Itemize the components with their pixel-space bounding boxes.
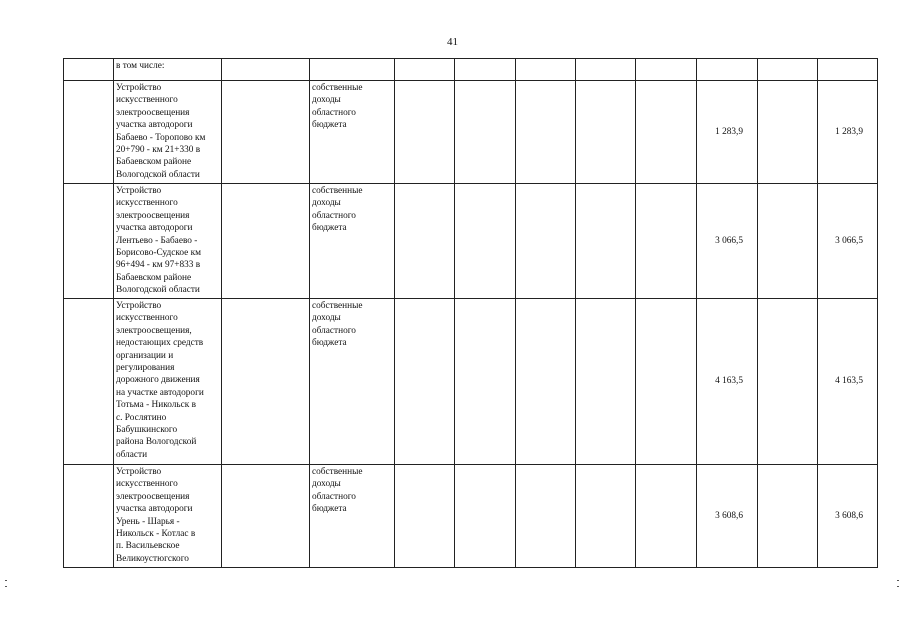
total-value: 3 608,6 bbox=[818, 465, 878, 568]
table-cell bbox=[516, 59, 576, 81]
scan-mark bbox=[5, 586, 7, 587]
amount-value: 1 283,9 bbox=[697, 81, 758, 184]
table-cell bbox=[222, 299, 310, 465]
table-cell bbox=[576, 184, 636, 299]
table-cell bbox=[455, 299, 516, 465]
object-name: Устройство искусственного электроосвещения, недостающих средств организации и регулирования дорожного движения на участке автодороги Тотьма - Никольск в с. Рослятино Бабушкинского района Вологодской области bbox=[116, 301, 204, 460]
funding-source: собственные доходы областного бюджета bbox=[312, 83, 363, 131]
table-row-subheader bbox=[64, 59, 878, 81]
funding-source-cell bbox=[310, 184, 395, 299]
funding-source-cell bbox=[310, 299, 395, 465]
budget-table bbox=[63, 58, 878, 568]
scan-mark bbox=[897, 586, 899, 587]
object-name-cell bbox=[114, 299, 222, 465]
table-cell bbox=[395, 465, 455, 568]
table-cell bbox=[636, 465, 697, 568]
funding-source: собственные доходы областного бюджета bbox=[312, 467, 363, 515]
table-cell bbox=[222, 184, 310, 299]
table-cell bbox=[576, 299, 636, 465]
object-name: Устройство искусственного электроосвещения участка автодороги Бабаево - Торопово км 20+790 - км 21+330 в Бабаевском районе Вологодской области bbox=[116, 83, 206, 180]
funding-source-cell bbox=[310, 465, 395, 568]
amount-value: 3 066,5 bbox=[697, 184, 758, 299]
table-cell bbox=[516, 184, 576, 299]
table-cell bbox=[64, 59, 114, 81]
amount-value: 4 163,5 bbox=[697, 299, 758, 465]
table-cell bbox=[222, 465, 310, 568]
table-cell bbox=[576, 465, 636, 568]
table-cell bbox=[516, 299, 576, 465]
scan-mark bbox=[897, 580, 899, 581]
table-cell bbox=[222, 59, 310, 81]
funding-source-cell bbox=[310, 81, 395, 184]
table-cell bbox=[395, 299, 455, 465]
table-cell bbox=[576, 59, 636, 81]
table-cell bbox=[455, 59, 516, 81]
table-cell bbox=[576, 81, 636, 184]
table-cell bbox=[758, 81, 818, 184]
table-cell bbox=[758, 465, 818, 568]
table-cell bbox=[818, 59, 878, 81]
object-name-cell bbox=[114, 81, 222, 184]
object-name-cell bbox=[114, 184, 222, 299]
table-cell bbox=[636, 59, 697, 81]
total-value: 1 283,9 bbox=[818, 81, 878, 184]
total-value: 4 163,5 bbox=[818, 299, 878, 465]
amount-value: 3 608,6 bbox=[697, 465, 758, 568]
table-cell bbox=[64, 184, 114, 299]
table-row bbox=[64, 81, 878, 184]
total-value: 3 066,5 bbox=[818, 184, 878, 299]
table-cell bbox=[636, 184, 697, 299]
page-number: 41 bbox=[447, 36, 458, 48]
funding-source: собственные доходы областного бюджета bbox=[312, 301, 363, 349]
table-cell bbox=[395, 59, 455, 81]
table-cell bbox=[758, 299, 818, 465]
table-row bbox=[64, 299, 878, 465]
table-row bbox=[64, 465, 878, 568]
table-cell bbox=[395, 81, 455, 184]
table-cell bbox=[697, 59, 758, 81]
object-name: Устройство искусственного электроосвещения участка автодороги Лентьево - Бабаево - Борисово-Судское км 96+494 - км 97+833 в Бабаевском районе Вологодской области bbox=[116, 186, 202, 296]
object-name-cell bbox=[114, 465, 222, 568]
table-cell bbox=[64, 465, 114, 568]
table-cell bbox=[516, 465, 576, 568]
table-cell bbox=[310, 59, 395, 81]
table-cell bbox=[64, 299, 114, 465]
table-row bbox=[64, 184, 878, 299]
table-cell bbox=[636, 81, 697, 184]
table-cell bbox=[516, 81, 576, 184]
table-cell bbox=[636, 299, 697, 465]
table-cell bbox=[758, 59, 818, 81]
subheader-label: в том числе: bbox=[114, 59, 222, 81]
table-cell bbox=[758, 184, 818, 299]
table-cell bbox=[455, 81, 516, 184]
funding-source: собственные доходы областного бюджета bbox=[312, 186, 363, 234]
scan-mark bbox=[5, 580, 7, 581]
table-cell bbox=[222, 81, 310, 184]
table-cell bbox=[455, 184, 516, 299]
table-cell bbox=[455, 465, 516, 568]
table-cell bbox=[395, 184, 455, 299]
object-name: Устройство искусственного электроосвещения участка автодороги Урень - Шарья - Никольск - Котлас в п. Васильевское Великоустюгского bbox=[116, 467, 196, 564]
table-cell bbox=[64, 81, 114, 184]
